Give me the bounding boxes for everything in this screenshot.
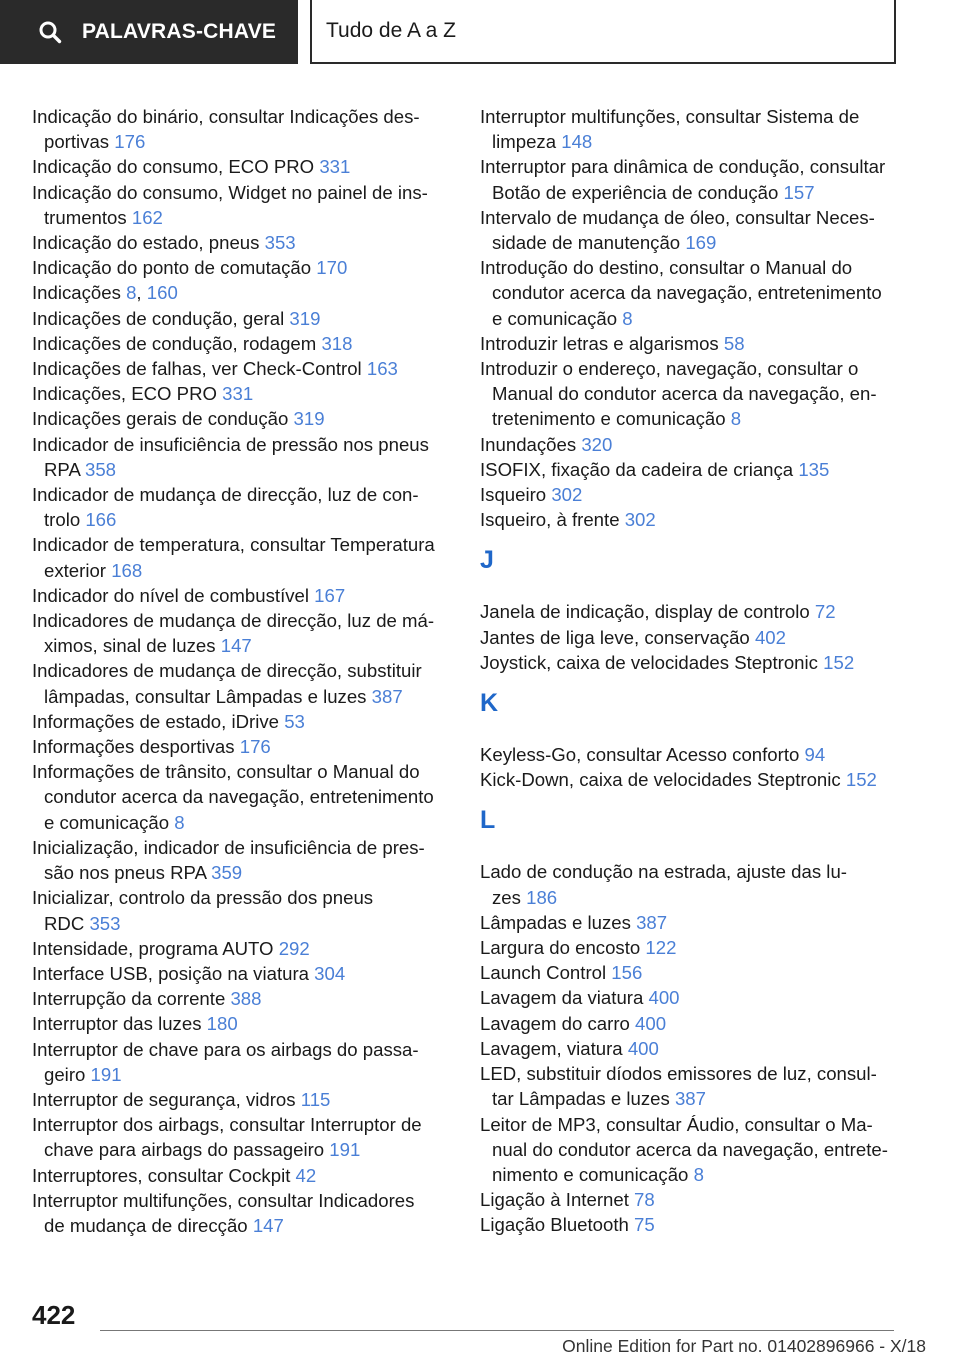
index-entry <box>32 986 452 1011</box>
index-entry-text: Inicialização, indicador de insuficiência de pres- são nos pneus RPA <box>32 836 425 884</box>
index-entry <box>480 742 900 767</box>
index-entry <box>480 1187 900 1212</box>
page-link[interactable]: 353 <box>89 912 121 934</box>
index-entry-text: Indicações, ECO PRO <box>32 383 217 405</box>
index-entry-text: ISOFIX, fixação da cadeira de criança <box>480 458 794 480</box>
index-entry-text: Ligação Bluetooth <box>480 1214 629 1236</box>
index-entry <box>480 767 900 792</box>
index-entry <box>480 625 900 650</box>
index-entry-text: Inicializar, controlo da pressão dos pneus RDC <box>32 887 374 934</box>
page-link[interactable]: 53 <box>284 710 305 732</box>
index-entry <box>32 583 452 608</box>
index-entry <box>32 331 452 356</box>
index-entry <box>32 255 452 280</box>
index-entry-text: Indicações <box>32 282 121 304</box>
index-entry-text: Lado de condução na estrada, ajuste das lu- zes <box>480 861 847 908</box>
page-link[interactable]: 135 <box>798 458 830 480</box>
page-link[interactable]: 147 <box>252 1214 284 1236</box>
page-link[interactable]: 387 <box>371 685 403 707</box>
index-entry <box>32 154 452 179</box>
index-entry <box>32 1112 452 1162</box>
index-entry-text: Informações desportivas <box>32 736 235 758</box>
index-entry <box>480 910 900 935</box>
a-to-z-tab-label: Tudo de A a Z <box>326 19 456 42</box>
index-entry <box>32 1188 452 1238</box>
index-entry-text: Interruptor multifunções, consultar Sistema de limpeza <box>480 106 860 153</box>
index-entry-text: Indicadores de mudança de direcção, substituir lâmpadas, consultar Lâmpadas e luzes <box>32 660 422 707</box>
index-entry <box>32 1087 452 1112</box>
page-link[interactable]: 58 <box>723 332 745 354</box>
index-entry <box>32 658 452 708</box>
index-entry-text: Interruptor para dinâmica de condução, consultar Botão de experiência de condução <box>480 156 886 203</box>
index-column-right <box>480 104 900 1238</box>
page-link[interactable]: 319 <box>289 307 321 329</box>
page-link[interactable]: 163 <box>366 358 398 380</box>
page-link[interactable]: 157 <box>783 181 815 203</box>
index-entry <box>32 961 452 986</box>
index-entry-text: Informações de trânsito, consultar o Manual do condutor acerca da navegação, entretenimento e comunicação <box>32 761 434 833</box>
page-link[interactable]: 331 <box>222 383 254 405</box>
index-entry-text: Janela de indicação, display de controlo <box>480 601 810 623</box>
index-entry <box>32 936 452 961</box>
index-entry-text: Indicações gerais de condução <box>32 408 289 430</box>
index-entry <box>480 104 900 154</box>
page-link[interactable]: 191 <box>329 1139 361 1161</box>
index-entry <box>32 104 452 154</box>
index-entry <box>32 1163 452 1188</box>
index-entry-text: Indicador de insuficiência de pressão nos pneus RPA <box>32 433 429 480</box>
index-entry-text: Indicação do consumo, ECO PRO <box>32 156 315 178</box>
index-entry-text: Jantes de liga leve, conservação <box>480 626 750 648</box>
page-link[interactable]: 8 <box>693 1163 704 1185</box>
header-bar <box>0 0 960 66</box>
index-entry-text: Interruptor de chave para os airbags do passa- geiro <box>32 1038 419 1085</box>
index-entry <box>32 1011 452 1036</box>
page-link[interactable]: 359 <box>211 862 243 884</box>
page-link[interactable]: 387 <box>674 1088 706 1110</box>
index-entry <box>32 885 452 935</box>
index-entry <box>480 356 900 432</box>
index-entry-text: Lavagem da viatura <box>480 987 644 1009</box>
index-entry-text: Indicação do estado, pneus <box>32 232 260 254</box>
index-entry <box>32 406 452 431</box>
index-entry-text: Kick-Down, caixa de velocidades Steptronic <box>480 769 841 791</box>
index-entry-text: Interruptor das luzes <box>32 1013 202 1035</box>
page-link[interactable]: 42 <box>295 1164 317 1186</box>
page-link[interactable]: 331 <box>319 156 351 178</box>
page-link[interactable]: 191 <box>90 1063 122 1085</box>
page-link[interactable]: 8 <box>622 307 633 329</box>
page-link[interactable]: 304 <box>314 962 346 984</box>
index-entry-text: Lâmpadas e luzes <box>480 911 631 933</box>
index-entry <box>32 381 452 406</box>
page-link[interactable]: 176 <box>239 736 271 758</box>
index-entry-text: Joystick, caixa de velocidades Steptronic <box>480 651 818 673</box>
page-link[interactable]: 8 <box>730 408 742 430</box>
page-link[interactable]: 72 <box>814 601 836 623</box>
page-link[interactable]: 169 <box>685 232 717 254</box>
index-entry <box>480 331 900 356</box>
index-entry-text: Isqueiro, à frente <box>480 509 620 531</box>
page-link[interactable]: 75 <box>634 1214 655 1236</box>
page-link[interactable]: 319 <box>293 408 325 430</box>
index-entry-text: Ligação à Internet <box>480 1189 629 1211</box>
page-link[interactable]: 358 <box>85 458 117 480</box>
index-entry <box>480 599 900 624</box>
index-entry-text: Indicador de mudança de direcção, luz de con- trolo <box>32 484 419 531</box>
page-link[interactable]: 78 <box>634 1189 655 1211</box>
index-entry-text: Interruptores, consultar Cockpit <box>32 1164 291 1186</box>
page-link[interactable]: 176 <box>114 131 146 153</box>
page-link[interactable]: 186 <box>526 886 558 908</box>
index-entry-text: Introdução do destino, consultar o Manual do condutor acerca da navegação, entretenimento e comunicação <box>480 257 882 329</box>
page-link[interactable]: 147 <box>220 635 252 657</box>
page-link[interactable]: 156 <box>611 962 643 984</box>
index-entry <box>480 935 900 960</box>
index-letter-heading: K <box>480 689 499 718</box>
page-link[interactable]: 400 <box>648 987 680 1009</box>
index-letter-heading: J <box>480 546 494 575</box>
index-entry <box>32 759 452 835</box>
keywords-tab-label: PALAVRAS-CHAVE <box>82 20 277 43</box>
index-entry <box>32 532 452 582</box>
index-entry <box>480 859 900 909</box>
index-entry-text: Interface USB, posição na viatura <box>32 962 309 984</box>
index-entry <box>32 482 452 532</box>
page-link[interactable]: 152 <box>823 651 855 673</box>
page-link[interactable]: 148 <box>561 131 593 153</box>
index-entry-text: LED, substituir díodos emissores de luz, consul- tar Lâmpadas e luzes <box>480 1063 877 1110</box>
index-entry-text: Lavagem do carro <box>480 1012 630 1034</box>
index-entry <box>32 608 452 658</box>
index-entry <box>480 1061 900 1111</box>
index-entry <box>32 306 452 331</box>
index-entry <box>32 1037 452 1087</box>
page-link[interactable]: 170 <box>316 257 348 279</box>
page-link[interactable]: 115 <box>300 1088 331 1110</box>
page-link[interactable]: 402 <box>754 626 786 648</box>
index-entry-text: Indicação do binário, consultar Indicações des- portivas <box>32 106 420 153</box>
index-entry-text: Introduzir o endereço, navegação, consultar o Manual do condutor acerca da navegação, en- tretenimento e comunicação <box>480 358 877 430</box>
page-link[interactable]: 94 <box>804 744 826 766</box>
index-entry-text: Intervalo de mudança de óleo, consultar Neces- sidade de manutenção <box>480 206 875 254</box>
index-entry-text: Largura do encosto <box>480 937 641 959</box>
index-entry <box>480 255 900 331</box>
index-entry <box>480 205 900 255</box>
page-link[interactable]: 162 <box>131 206 163 228</box>
index-entry: Indicações 8, 160 <box>32 282 178 304</box>
page-link[interactable]: 152 <box>845 769 877 791</box>
page-link[interactable]: 320 <box>581 433 613 455</box>
page-link[interactable]: 160 <box>146 282 178 304</box>
index-entry <box>32 734 452 759</box>
page-link[interactable]: 302 <box>624 509 656 531</box>
index-entry-text: Lavagem, viatura <box>480 1037 623 1059</box>
index-letter-heading: L <box>480 806 496 835</box>
index-entry-text: Indicações de condução, geral <box>32 307 285 329</box>
index-entry <box>32 356 452 381</box>
index-entry-text: Intensidade, programa AUTO <box>32 937 274 959</box>
search-icon <box>38 20 62 44</box>
page-link[interactable]: 8 <box>174 811 185 833</box>
index-entry-text: Keyless-Go, consultar Acesso conforto <box>480 744 800 766</box>
keywords-tab[interactable] <box>0 0 298 64</box>
index-entry <box>32 432 452 482</box>
index-entry <box>480 432 900 457</box>
page-link[interactable]: 180 <box>206 1013 238 1035</box>
page-link[interactable]: 353 <box>264 232 296 254</box>
index-entry <box>480 482 900 507</box>
index-entry-text: Indicador do nível de combustível <box>32 584 309 606</box>
a-to-z-tab[interactable] <box>310 0 896 64</box>
page-link[interactable]: 8 <box>126 282 137 304</box>
index-column-left <box>32 104 452 1238</box>
index-entry <box>480 1011 900 1036</box>
index-entry-text: Indicação do ponto de comutação <box>32 257 312 279</box>
page-link[interactable]: 167 <box>314 584 346 606</box>
index-entry <box>480 1212 900 1237</box>
index-entry <box>32 835 452 885</box>
page-link[interactable]: 400 <box>627 1037 659 1059</box>
index-entry-text: Indicações de falhas, ver Check-Control <box>32 358 362 380</box>
index-entry <box>480 457 900 482</box>
index-entry-text: Leitor de MP3, consultar Áudio, consultar o Ma- nual do condutor acerca da navegação, entrete- nimento e comunicação <box>480 1113 888 1185</box>
index-entry <box>480 507 900 532</box>
index-entry <box>480 1112 900 1188</box>
page-link[interactable]: 400 <box>635 1012 667 1034</box>
page-link[interactable]: 122 <box>645 937 677 959</box>
index-entry-text: Interruptor dos airbags, consultar Interruptor de chave para airbags do passageiro <box>32 1114 422 1161</box>
index-entry-text: Indicações de condução, rodagem <box>32 332 317 354</box>
page-link[interactable]: 168 <box>111 559 143 581</box>
page-link[interactable]: 318 <box>321 332 353 354</box>
index-entry-text: Introduzir letras e algarismos <box>480 332 719 354</box>
index-entry <box>480 1036 900 1061</box>
footer-divider <box>100 1330 894 1331</box>
index-entry <box>32 180 452 230</box>
footer-edition: Online Edition for Part no. 01402896966 - X/18 <box>562 1336 926 1356</box>
index-entry-text: Informações de estado, iDrive <box>32 710 280 732</box>
page-link[interactable]: 387 <box>636 911 668 933</box>
page-link[interactable]: 388 <box>230 988 262 1010</box>
index-entry-text: Launch Control <box>480 962 607 984</box>
index-entry <box>32 230 452 255</box>
index-entry-text: Interrupção da corrente <box>32 988 226 1010</box>
index-entry <box>480 985 900 1010</box>
index-entry-text: Interruptor multifunções, consultar Indicadores de mudança de direcção <box>32 1189 415 1236</box>
index-entry-text: Indicador de temperatura, consultar Temperatura exterior <box>32 534 435 581</box>
page-number: 422 <box>32 1300 76 1330</box>
index-entry-text: Indicadores de mudança de direcção, luz de má- ximos, sinal de luzes <box>32 610 435 657</box>
index-entry <box>32 709 452 734</box>
page-link[interactable]: 292 <box>278 937 310 959</box>
index-entry <box>480 154 900 204</box>
index-entry <box>480 960 900 985</box>
index-entry-text: Interruptor de segurança, vidros <box>32 1088 296 1110</box>
page-link[interactable]: 166 <box>85 509 117 531</box>
index-entry-text: Isqueiro <box>480 484 547 506</box>
index-entry-text: Indicação do consumo, Widget no painel de ins- trumentos <box>32 181 428 228</box>
index-entry-text: Inundações <box>480 433 577 455</box>
page-link[interactable]: 302 <box>551 484 583 506</box>
index-entry <box>480 650 900 675</box>
